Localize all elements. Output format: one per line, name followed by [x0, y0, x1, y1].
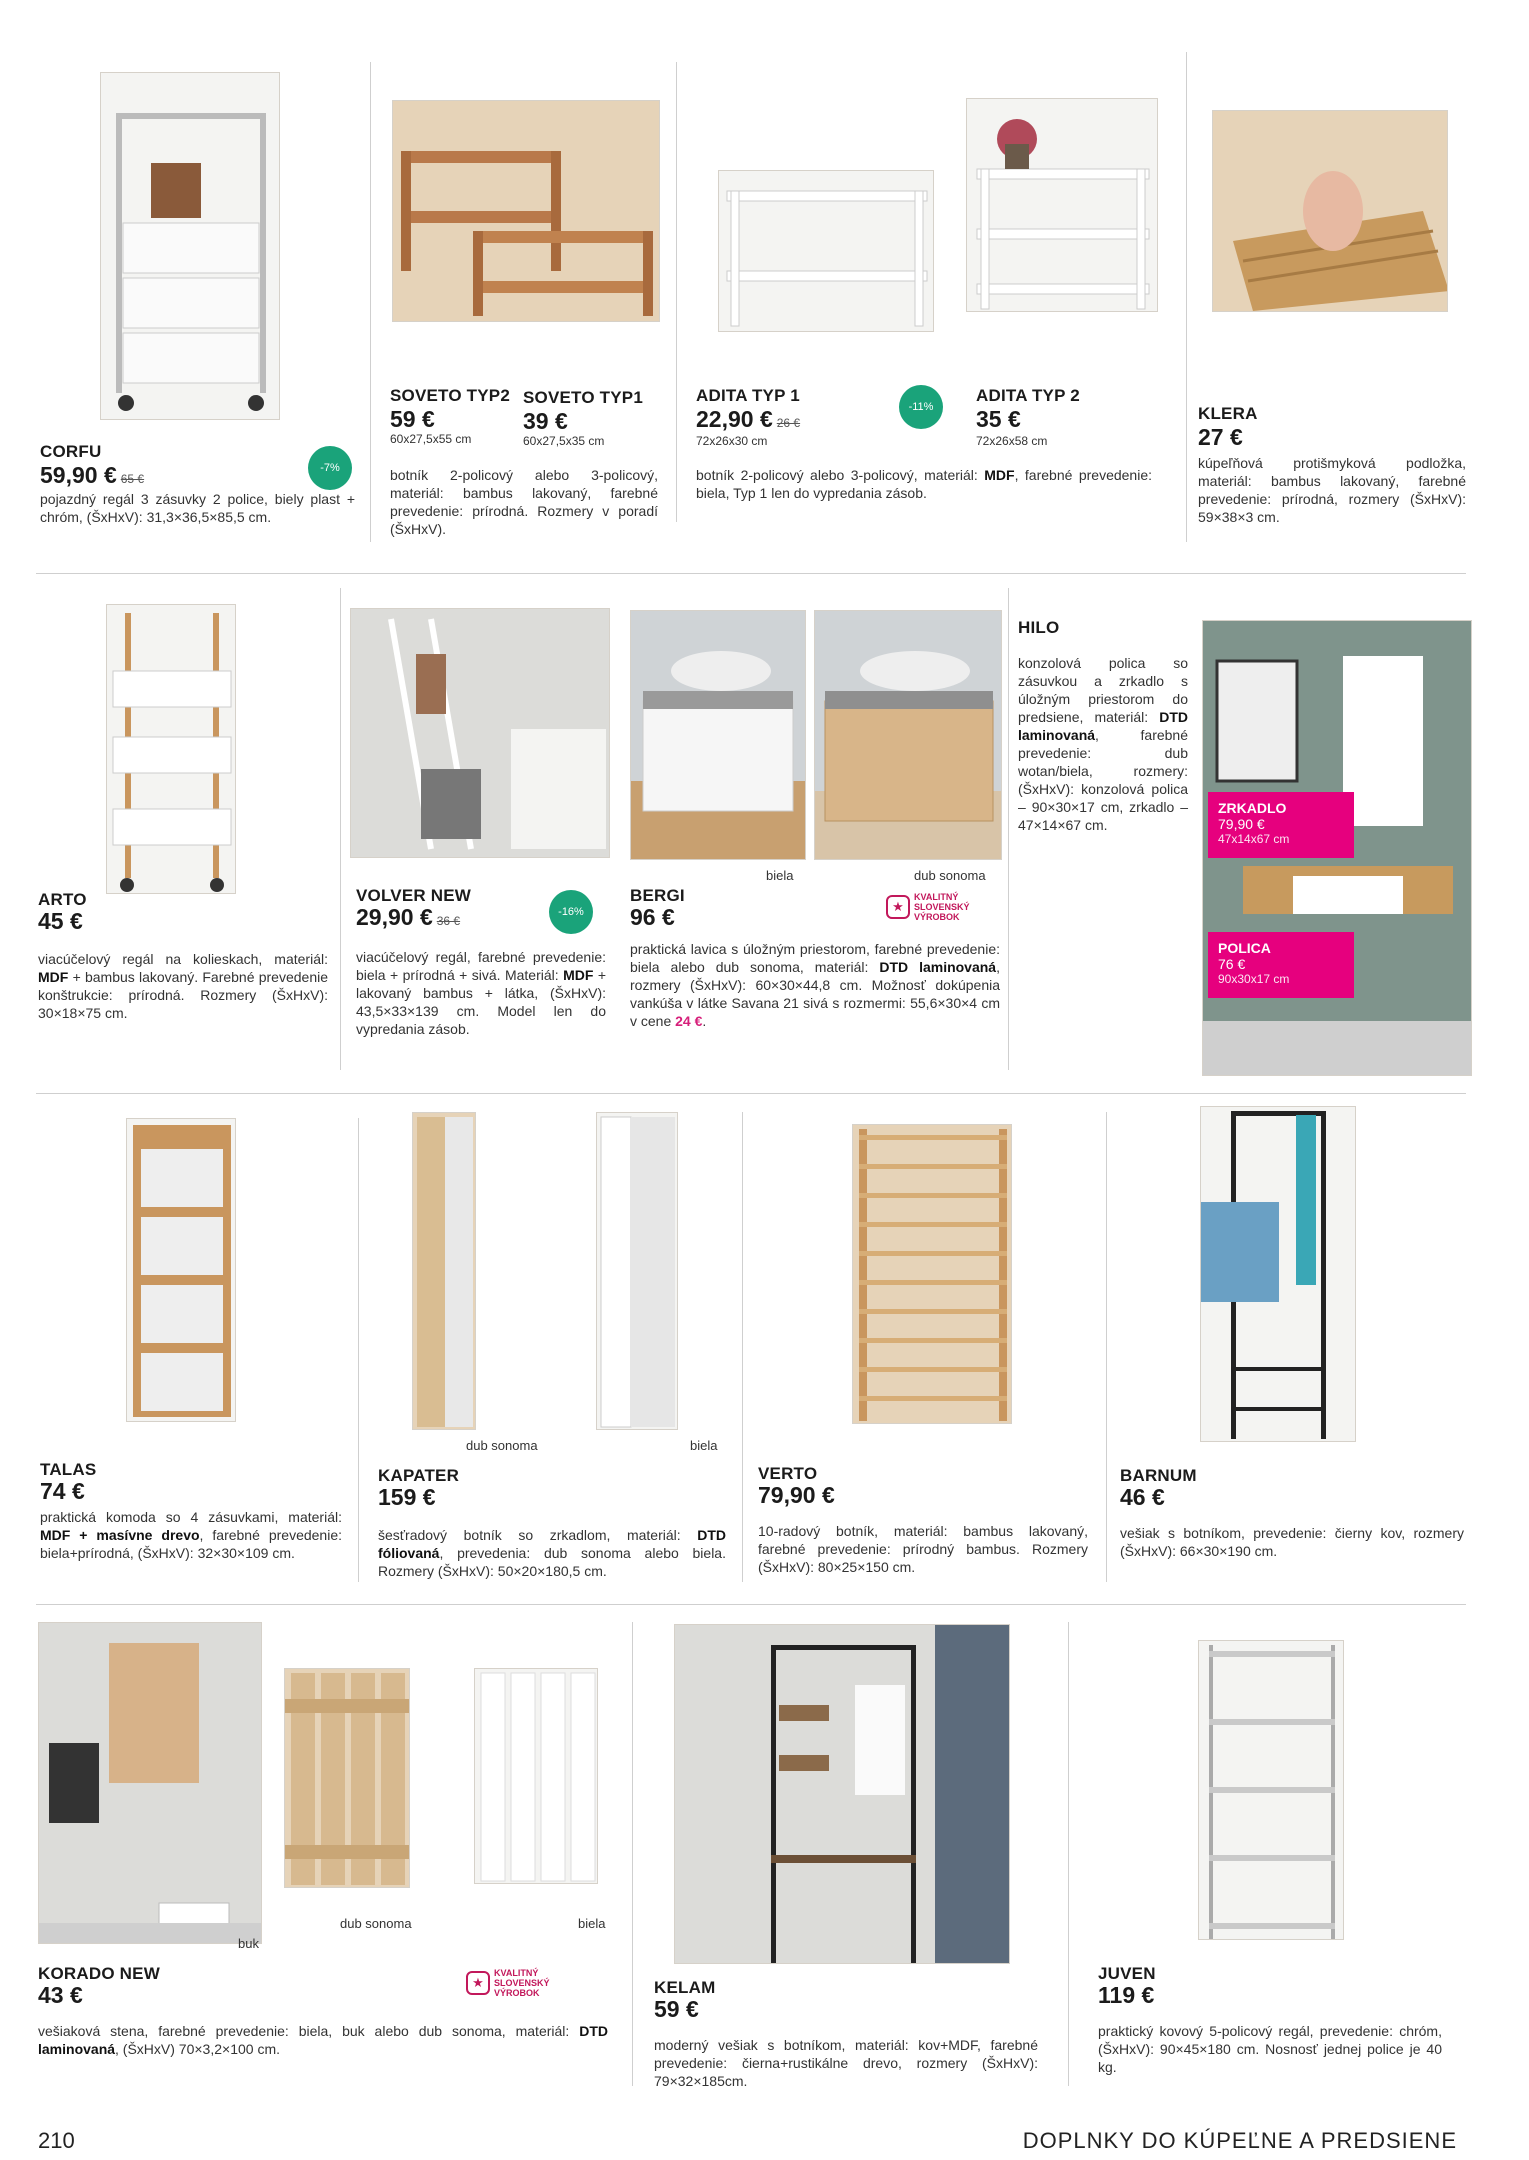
soveto-typ1-dims: 60x27,5x35 cm [523, 434, 605, 448]
polica-price: 76 € [1218, 956, 1246, 972]
hilo-description: konzolová polica so zásuvkou a zrkadlo s úložným priestorom do predsiene, materiál: DTD laminovaná, farebné prevedenie: dub wotan/biela, rozmery: (ŠxHxV): konzolová polica – 90×30×17 cm, zrkadlo – 47×14×67 cm. [1018, 655, 1188, 833]
volver-name: VOLVER NEW [356, 886, 472, 905]
wall-hanger-room-illustration [39, 1623, 262, 1944]
soveto-image [392, 100, 660, 322]
soveto-typ2-name: SOVETO TYP2 [390, 386, 510, 405]
adita-typ1-image [718, 170, 934, 332]
korado-price: 43 € [38, 1982, 83, 2008]
volver-description: viacúčelový regál, farebné prevedenie: biela + prírodná + sivá. Materiál: MDF + lakovaný bambus + látka, (ŠxHxV): 43,5×33×139 cm. Model len do vypredania zásob. [356, 949, 606, 1037]
kelam-description: moderný vešiak s botníkom, materiál: kov+MDF, farebné prevedenie: čierna+rustikálne drevo, rozmery (ŠxHxV): 79×32×185cm. [654, 2037, 1038, 2089]
corfu-old-price: 65 € [120, 472, 145, 486]
volver-old-price: 36 € [436, 914, 461, 928]
korado-buk-image [38, 1622, 262, 1944]
section-title: DOPLNKY DO KÚPEĽNE A PREDSIENE [1022, 2128, 1457, 2153]
kapater-white-image [596, 1112, 678, 1430]
corfu-discount-badge: -7% [308, 446, 352, 490]
verto-description: 10-radový botník, materiál: bambus lakovaný, farebné prevedenie: prírodný bambus. Rozmery (ŠxHxV): 80×25×150 cm. [758, 1523, 1088, 1575]
korado-caption-white: biela [578, 1916, 606, 1931]
row-divider [36, 1604, 1466, 1605]
bergi-white-image [630, 610, 806, 860]
corfu-description: pojazdný regál 3 zásuvky 2 police, biely plast + chróm, (ŠxHxV): 31,3×36,5×85,5 cm. [40, 491, 355, 525]
korado-description: vešiaková stena, farebné prevedenie: biela, buk alebo dub sonoma, materiál: DTD laminovaná, (ŠxHxV) 70×3,2×100 cm. [38, 2023, 608, 2057]
adita-typ2-dims: 72x26x58 cm [976, 434, 1048, 448]
korado-caption-buk: buk [238, 1936, 259, 1951]
volver-image [350, 608, 610, 858]
drawer-tower-illustration [127, 1119, 236, 1422]
shoe-rack-illustration [393, 101, 660, 322]
kapater-oak-image [412, 1112, 476, 1430]
divider [340, 588, 341, 1070]
bergi-price: 96 € [630, 904, 675, 930]
barnum-price: 46 € [1120, 1484, 1165, 1510]
bergi-name: BERGI [630, 886, 685, 905]
divider [1106, 1112, 1107, 1582]
divider [632, 1622, 633, 2086]
polica-name: POLICA [1218, 940, 1271, 956]
bench-oak-illustration [815, 611, 1002, 860]
soveto-typ1-price: 39 € [523, 408, 568, 434]
barnum-name: BARNUM [1120, 1466, 1197, 1485]
adita-typ1-dims: 72x26x30 cm [696, 434, 768, 448]
page-number: 210 [38, 2128, 75, 2153]
hilo-name: HILO [1018, 618, 1060, 637]
shoe-cabinet-oak-illustration [413, 1113, 476, 1430]
bergi-caption-oak: dub sonoma [914, 868, 986, 883]
verto-image [852, 1124, 1012, 1424]
volver-discount-badge: -16% [549, 890, 593, 934]
quality-seal-icon: ★ [466, 1971, 490, 1995]
divider [1008, 588, 1009, 1070]
klera-description: kúpeľňová protišmyková podložka, materiál: bambus lakovaný, farebné prevedenie: prírodná, rozmery (ŠxHxV): 59×38×3 cm. [1198, 455, 1466, 525]
verto-name: VERTO [758, 1464, 818, 1483]
adita-typ2-name: ADITA TYP 2 [976, 386, 1080, 405]
divider [676, 62, 677, 522]
ten-tier-rack-illustration [853, 1125, 1012, 1424]
adita-typ2-price: 35 € [976, 406, 1021, 432]
adita-old-price: 26 € [776, 416, 801, 430]
metal-shelf-illustration [1199, 1641, 1344, 1940]
kelam-image [674, 1624, 1010, 1964]
coat-rack-illustration [1201, 1107, 1356, 1442]
divider [1186, 52, 1187, 542]
row-divider [36, 573, 1466, 574]
juven-name: JUVEN [1098, 1964, 1156, 1983]
talas-image [126, 1118, 236, 1422]
juven-description: praktický kovový 5-policový regál, prevedenie: chróm, (ŠxHxV): 90×45×180 cm. Nosnosť jednej police je 40 kg. [1098, 2023, 1442, 2075]
kapater-description: šesťradový botník so zrkadlom, materiál: DTD fóliovaná, prevedenia: dub sonoma alebo biela. Rozmery (ŠxHxV): 50×20×180,5 cm. [378, 1527, 727, 1579]
verto-price: 79,90 € [758, 1482, 835, 1508]
talas-description: praktická komoda so 4 zásuvkami, materiál: MDF + masívne drevo, farebné prevedenie: biela+prírodná, (ŠxHxV): 32×30×109 cm. [40, 1509, 343, 1561]
korado-oak-image [284, 1668, 410, 1888]
barnum-description: vešiak s botníkom, prevedenie: čierny kov, rozmery (ŠxHxV): 66×30×190 cm. [1120, 1525, 1464, 1559]
kelam-price: 59 € [654, 1996, 699, 2022]
kapater-caption-oak: dub sonoma [466, 1438, 538, 1453]
adita-description: botník 2-policový alebo 3-policový, materiál: MDF, farebné prevedenie: biela, Typ 1 len do vypredania zásob. [696, 467, 1153, 501]
kapater-caption-white: biela [690, 1438, 718, 1453]
bergi-quality-badge: ★ KVALITNÝ SLOVENSKÝ VÝROBOK [886, 892, 970, 922]
wall-hanger-oak-illustration [285, 1669, 410, 1888]
bench-illustration [719, 171, 934, 332]
polica-dims: 90x30x17 cm [1218, 972, 1290, 986]
talas-name: TALAS [40, 1460, 97, 1479]
hilo-polica-price-box [1208, 932, 1354, 998]
corfu-price: 59,90 € 65 € [40, 462, 145, 488]
korado-quality-badge: ★ KVALITNÝ SLOVENSKÝ VÝROBOK [466, 1968, 550, 1998]
soveto-typ2-dims: 60x27,5x55 cm [390, 432, 472, 446]
bergi-description: praktická lavica s úložným priestorom, farebné prevedenie: biela alebo dub sonoma, materiál: DTD laminovaná, rozmery (ŠxHxV): 60×30×44,8 cm. Možnosť dokúpenia vankúša v látke Savana 21 sivá s rozmermi: 55,6×30×4 cm v cene 24 €. [630, 941, 1000, 1029]
klera-name: KLERA [1198, 404, 1258, 423]
arto-image [106, 604, 236, 894]
wall-hanger-white-illustration [475, 1669, 598, 1884]
kapater-name: KAPATER [378, 1466, 460, 1485]
juven-price: 119 € [1098, 1982, 1155, 2008]
quality-seal-icon: ★ [886, 895, 910, 919]
arto-name: ARTO [38, 890, 87, 909]
soveto-description: botník 2-policový alebo 3-policový, materiál: bambus lakovaný, farebné prevedenie: prírodná. Rozmery v poradí (ŠxHxV). [390, 467, 658, 537]
arto-price: 45 € [38, 908, 83, 934]
divider [370, 62, 371, 542]
korado-name: KORADO NEW [38, 1964, 160, 1983]
korado-caption-oak: dub sonoma [340, 1916, 412, 1931]
klera-price: 27 € [1198, 424, 1243, 450]
bergi-oak-image [814, 610, 1002, 860]
row-divider [36, 1093, 1466, 1094]
hall-stand-illustration [675, 1625, 1010, 1964]
zrkadlo-price: 79,90 € [1218, 816, 1265, 832]
bergi-caption-white: biela [766, 868, 794, 883]
bath-mat-illustration [1213, 111, 1448, 312]
soveto-typ1-name: SOVETO TYP1 [523, 388, 643, 407]
adita-typ1-price: 22,90 € 26 € [696, 406, 801, 432]
juven-image [1198, 1640, 1344, 1940]
arto-description: viacúčelový regál na kolieskach, materiál: MDF + bambus lakovaný. Farebné prevedenie konštrukcie: prírodná. Rozmery (ŠxHxV): 30×18×75 cm. [38, 951, 329, 1021]
ladder-shelf-illustration [351, 609, 610, 858]
barnum-image [1200, 1106, 1356, 1442]
divider [742, 1112, 743, 1582]
volver-price: 29,90 € 36 € [356, 904, 461, 930]
shelf-illustration [967, 99, 1158, 312]
adita-discount-badge: -11% [899, 385, 943, 429]
klera-image [1212, 110, 1448, 312]
talas-price: 74 € [40, 1478, 85, 1504]
soveto-typ2-price: 59 € [390, 406, 435, 432]
tall-shelf-illustration [107, 605, 236, 894]
divider [358, 1118, 359, 1582]
kelam-name: KELAM [654, 1978, 716, 1997]
corfu-name: CORFU [40, 442, 102, 461]
shoe-cabinet-white-illustration [597, 1113, 678, 1430]
zrkadlo-dims: 47x14x67 cm [1218, 832, 1290, 846]
adita-typ2-image [966, 98, 1158, 312]
korado-white-image [474, 1668, 598, 1884]
divider [1068, 1622, 1069, 2086]
zrkadlo-name: ZRKADLO [1218, 800, 1287, 816]
kapater-price: 159 € [378, 1484, 436, 1510]
adita-typ1-name: ADITA TYP 1 [696, 386, 800, 405]
corfu-image [100, 72, 280, 420]
bench-white-illustration [631, 611, 806, 860]
hilo-zrkadlo-price-box [1208, 792, 1354, 858]
trolley-illustration [101, 73, 280, 420]
